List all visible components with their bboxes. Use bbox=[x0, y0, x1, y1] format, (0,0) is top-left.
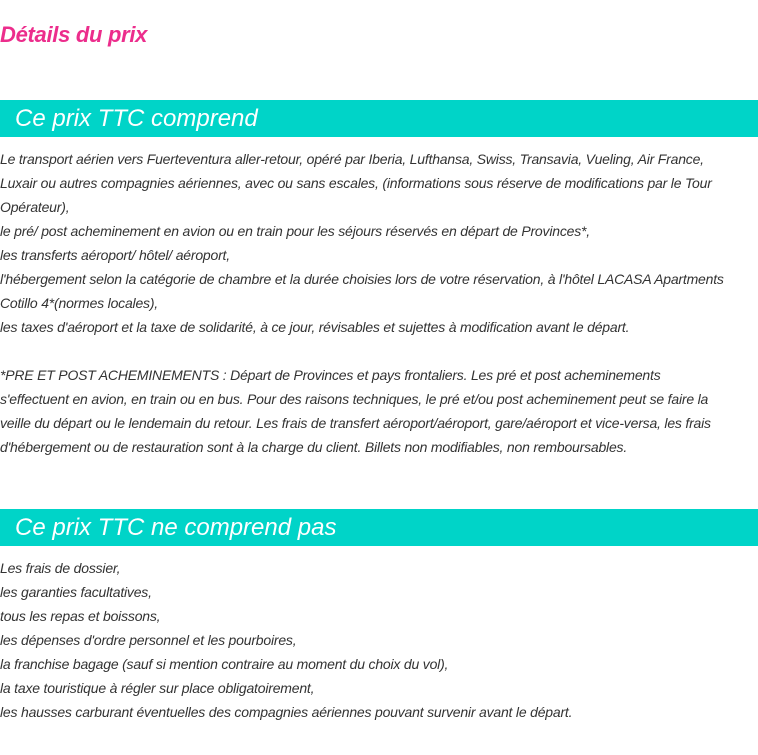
excludes-line: les hausses carburant éventuelles des compagnies aériennes pouvant survenir avant le départ. bbox=[0, 704, 573, 720]
note-line: s'effectuent en avion, en train ou en bus. Pour des raisons techniques, le pré et/ou post acheminement peut se faire la bbox=[0, 391, 709, 407]
excludes-line: les garanties facultatives, bbox=[0, 584, 152, 600]
section-body-includes bbox=[0, 147, 758, 459]
excludes-line: les dépenses d'ordre personnel et les pourboires, bbox=[0, 632, 297, 648]
excludes-line: la taxe touristique à régler sur place obligatoirement, bbox=[0, 680, 315, 696]
includes-line: le pré/ post acheminement en avion ou en train pour les séjours réservés en départ de Provinces*, bbox=[0, 223, 590, 239]
includes-line: Cotillo 4*(normes locales), bbox=[0, 295, 158, 311]
excludes-line: tous les repas et boissons, bbox=[0, 608, 161, 624]
excludes-line: la franchise bagage (sauf si mention contraire au moment du choix du vol), bbox=[0, 656, 449, 672]
includes-line: les transferts aéroport/ hôtel/ aéroport, bbox=[0, 247, 230, 263]
page-title: Détails du prix bbox=[0, 22, 148, 47]
note-line: *PRE ET POST ACHEMINEMENTS : Départ de Provinces et pays frontaliers. Les pré et post acheminements bbox=[0, 367, 661, 383]
note-line: d'hébergement ou de restauration sont à la charge du client. Billets non modifiables, non remboursables. bbox=[0, 439, 628, 455]
includes-line: Opérateur), bbox=[0, 199, 70, 215]
section-header-excludes: Ce prix TTC ne comprend pas bbox=[0, 509, 758, 546]
includes-line: Luxair ou autres compagnies aériennes, avec ou sans escales, (informations sous réserve de modifications par le Tour bbox=[0, 175, 712, 191]
section-header-includes: Ce prix TTC comprend bbox=[0, 100, 758, 137]
includes-line: les taxes d'aéroport et la taxe de solidarité, à ce jour, révisables et sujettes à modification avant le départ. bbox=[0, 319, 630, 335]
excludes-line: Les frais de dossier, bbox=[0, 560, 121, 576]
includes-line: Le transport aérien vers Fuerteventura aller-retour, opéré par Iberia, Lufthansa, Swiss, Transavia, Vueling, Air France, bbox=[0, 151, 704, 167]
note-line: veille du départ ou le lendemain du retour. Les frais de transfert aéroport/aéroport, gare/aéroport et vice-versa, les frais bbox=[0, 415, 711, 431]
section-body-excludes bbox=[0, 556, 758, 724]
paragraph-gap bbox=[0, 339, 758, 363]
includes-line: l'hébergement selon la catégorie de chambre et la durée choisies lors de votre réservation, à l'hôtel LACASA Apartments bbox=[0, 271, 724, 287]
